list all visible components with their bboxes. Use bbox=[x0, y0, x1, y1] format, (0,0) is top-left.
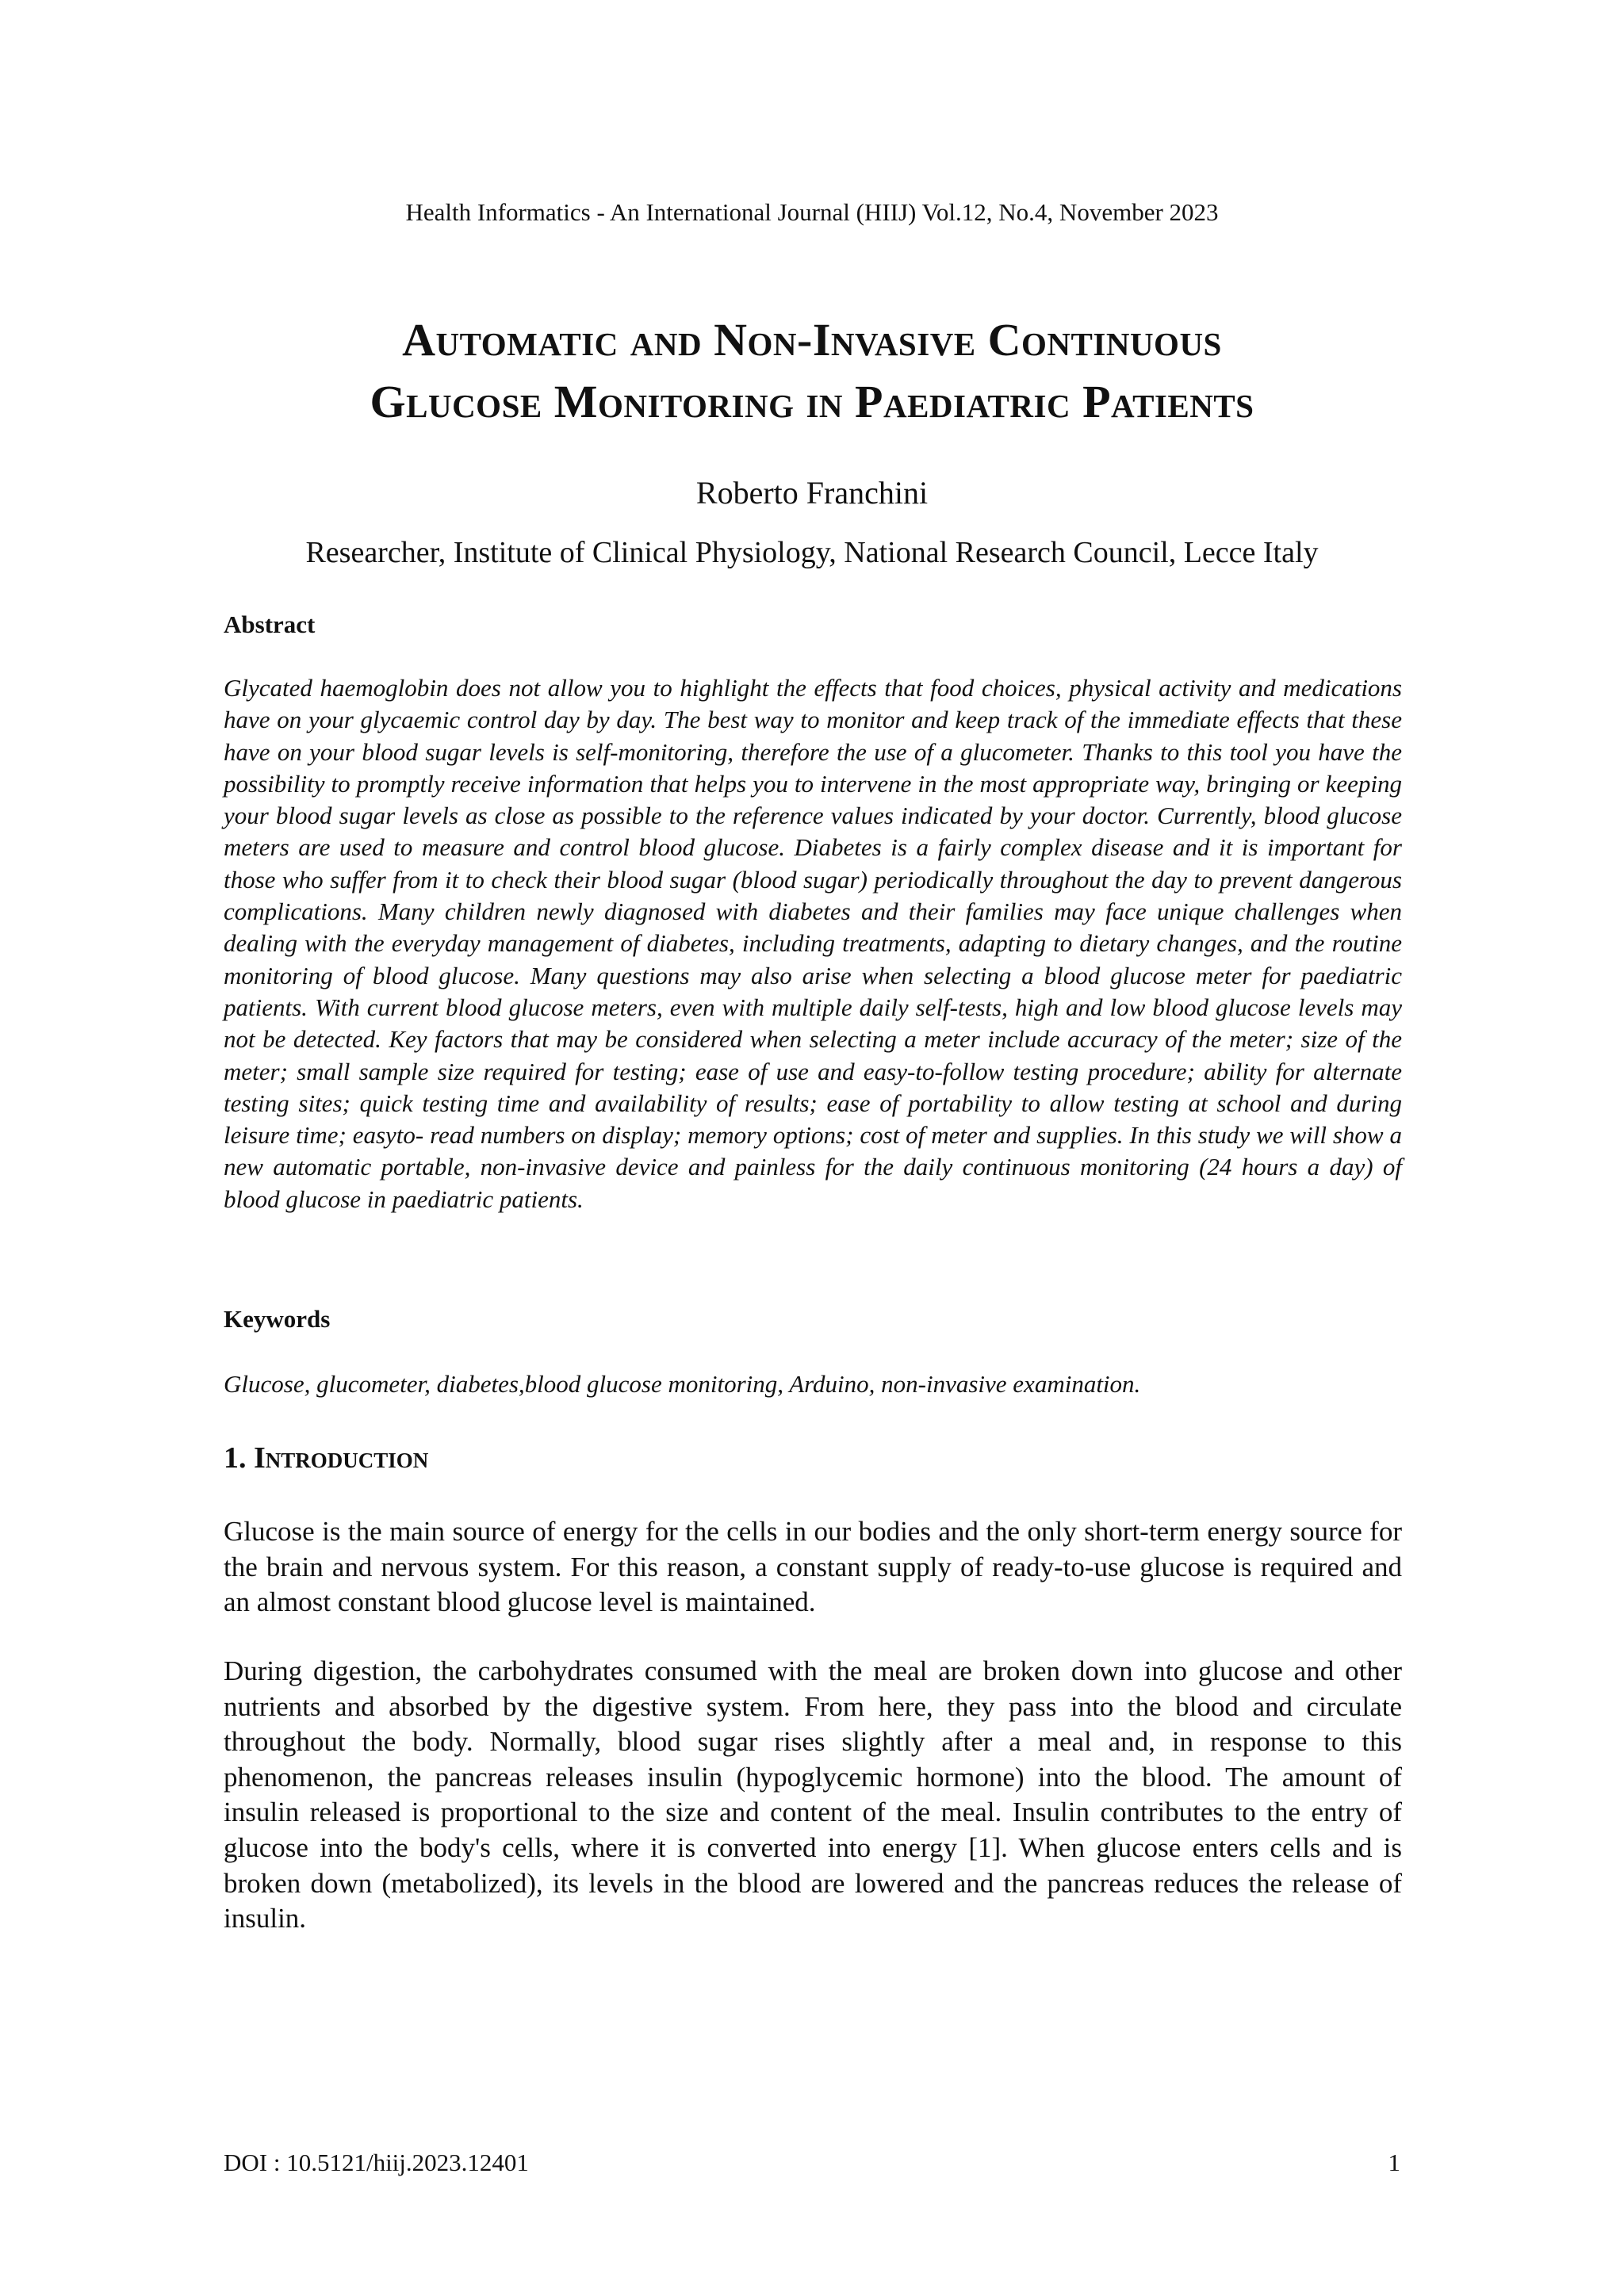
abstract-heading-block bbox=[224, 609, 1402, 641]
paper-title bbox=[143, 309, 1481, 433]
keywords-block bbox=[224, 1368, 1402, 1400]
running-header: Health Informatics - An International Journal (HIIJ) Vol.12, No.4, November 2023 bbox=[405, 198, 1219, 226]
keywords-heading-block bbox=[224, 1303, 1402, 1335]
introduction-paragraph-2: During digestion, the carbohydrates consumed with the meal are broken down into glucose and other nutrients and absorbed by the digestive system. From here, they pass into the blood and circulate throughout the body. Normally, blood sugar rises slightly after a meal and, in response to this phenomenon, the pancreas releases insulin (hypoglycemic hormone) into the blood. The amount of insulin released is proportional to the size and content of the meal. Insulin contributes to the entry of glucose into the body's cells, where it is converted into energy [1]. When glucose enters cells and is broken down (metabolized), its levels in the blood are lowered and the pancreas reduces the release of insulin. bbox=[224, 1655, 1402, 1934]
abstract-text: Glycated haemoglobin does not allow you to highlight the effects that food choices, physical activity and medications have on your glycaemic control day by day. The best way to monitor and keep track of the immediate effects that these have on your blood sugar levels is self-monitoring, therefore the use of a glucometer. Thanks to this tool you have the possibility to promptly receive information that helps you to intervene in the most appropriate way, bringing or keeping your blood sugar levels as close as possible to the reference values indicated by your doctor. Currently, blood glucose meters are used to measure and control blood glucose. Diabetes is a fairly complex disease and it is important for those who suffer from it to check their blood sugar (blood sugar) periodically throughout the day to prevent dangerous complications. Many children newly diagnosed with diabetes and their families may face unique challenges when dealing with the everyday management of diabetes, including treatments, adapting to dietary changes, and the routine monitoring of blood glucose. Many questions may also arise when selecting a blood glucose meter for paediatric patients. With current blood glucose meters, even with multiple daily self-tests, high and low blood glucose levels may not be detected. Key factors that may be considered when selecting a meter include accuracy of the meter; size of the meter; small sample size required for testing; ease of use and easy-to-follow testing procedure; ability for alternate testing sites; quick testing time and availability of results; ease of portability to allow testing at school and during leisure time; easyto- read numbers on display; memory options; cost of meter and supplies. In this study we will show a new automatic portable, non-invasive device and painless for the daily continuous monitoring (24 hours a day) of blood glucose in paediatric patients. bbox=[224, 674, 1402, 1213]
keywords-text: Glucose, glucometer, diabetes,blood glucose monitoring, Arduino, non-invasive examination. bbox=[224, 1370, 1141, 1398]
keywords-heading: Keywords bbox=[224, 1305, 331, 1333]
abstract-heading: Abstract bbox=[224, 610, 316, 638]
author-name: Roberto Franchini bbox=[695, 475, 929, 511]
introduction-heading-block bbox=[224, 1438, 1402, 1478]
introduction-heading: 1. Introduction bbox=[224, 1441, 429, 1475]
footer-doi: DOI : 10.5121/hiij.2023.12401 bbox=[224, 2149, 529, 2176]
introduction-paragraph-1-block bbox=[224, 1514, 1402, 1621]
introduction-paragraph-2-block bbox=[224, 1654, 1402, 1937]
title-line-1: Automatic and Non-Invasive Continuous bbox=[402, 314, 1222, 365]
introduction-paragraph-1: Glucose is the main source of energy for the cells in our bodies and the only short-term energy source for the brain and nervous system. For this reason, a constant supply of ready-to-use glucose is required and an almost constant blood glucose level is maintained. bbox=[224, 1516, 1402, 1618]
abstract-block bbox=[224, 672, 1402, 1215]
title-line-2: Glucose Monitoring in Paediatric Patients bbox=[370, 376, 1254, 427]
footer-page-number: 1 bbox=[1388, 2149, 1400, 2176]
author-affiliation: Researcher, Institute of Clinical Physiology, National Research Council, Lecce Italy bbox=[305, 536, 1319, 569]
